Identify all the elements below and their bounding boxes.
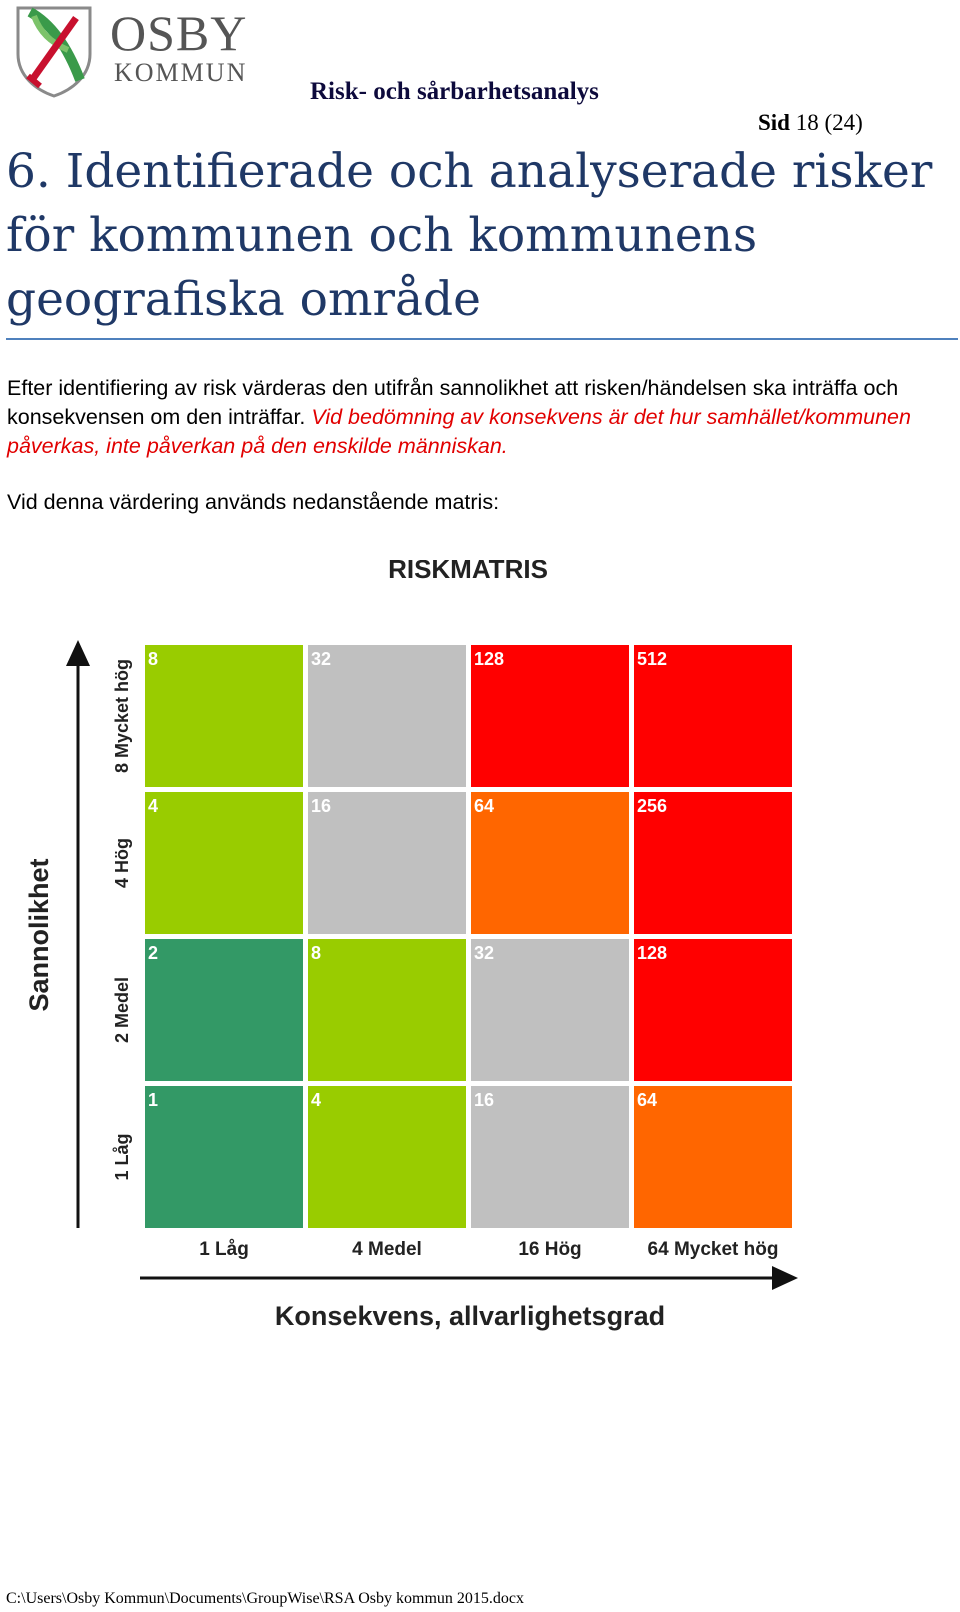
- intro-text: Efter identifiering av risk värderas den utifrån sannolikhet att risken/händelsen ska inträffa och konsekvensen om den inträffar.: [7, 376, 899, 429]
- x-tick-label: 16 Hög: [518, 1239, 582, 1260]
- osby-kommun-logo: [10, 2, 250, 98]
- x-tick-label: 64 Mycket hög: [647, 1239, 779, 1260]
- page-number: [758, 110, 863, 136]
- x-axis-label: Konsekvens, allvarlighetsgrad: [274, 1301, 666, 1331]
- x-tick-label: 4 Medel: [352, 1239, 422, 1260]
- y-axis-arrowhead: [66, 640, 90, 666]
- matrix-cell-value: 1: [148, 1090, 159, 1110]
- heading-divider: [6, 338, 958, 340]
- section-heading: 6. Identifierade och analyserade risker för kommunen och kommunens geografiska område: [6, 144, 933, 327]
- matrix-cell: [145, 1086, 303, 1228]
- y-tick-label: 1 Låg: [112, 1133, 132, 1181]
- matrix-cell-value: 256: [637, 796, 668, 816]
- y-tick-label: 4 Hög: [112, 837, 132, 889]
- footer-file-path: C:\Users\Osby Kommun\Documents\GroupWise\RSA Osby kommun 2015.docx: [6, 1590, 525, 1607]
- risk-matrix-chart: [0, 560, 960, 1380]
- matrix-cell: [145, 939, 303, 1081]
- matrix-cell-value: 2: [148, 943, 159, 963]
- matrix-cell-value: 128: [637, 943, 668, 963]
- matrix-cell-value: 32: [311, 649, 332, 669]
- matrix-cell-value: 4: [148, 796, 159, 816]
- x-axis-arrowhead: [772, 1266, 798, 1290]
- matrix-cell-value: 8: [311, 943, 322, 963]
- y-tick-label: 8 Mycket hög: [112, 658, 132, 774]
- page-label: Sid: [758, 110, 790, 135]
- matrix-cell-value: 16: [474, 1090, 495, 1110]
- document-title: Risk- och sårbarhetsanalys: [310, 78, 599, 105]
- chart-title: RISKMATRIS: [388, 560, 548, 584]
- matrix-cell-value: 32: [474, 943, 495, 963]
- page-value: 18 (24): [795, 110, 863, 135]
- matrix-cell: [145, 645, 303, 787]
- matrix-cell-value: 64: [474, 796, 495, 816]
- logo-subtitle: KOMMUN: [114, 58, 248, 87]
- matrix-cell: [308, 792, 466, 934]
- matrix-cell: [634, 1086, 792, 1228]
- y-axis-label: Sannolikhet: [24, 858, 54, 1012]
- intro-emphasis: Vid bedömning av konsekvens är det hur samhället/kommunen påverkas, inte påverkan på den enskilde människan.: [7, 405, 911, 458]
- matrix-note: Vid denna värdering används nedanstående matris:: [7, 490, 500, 514]
- intro-paragraph: [7, 374, 957, 461]
- logo-title: OSBY: [110, 5, 248, 61]
- matrix-cell-value: 16: [311, 796, 332, 816]
- matrix-cell-value: 128: [474, 649, 505, 669]
- coat-of-arms-icon: [10, 2, 106, 98]
- x-tick-label: 1 Låg: [199, 1239, 249, 1260]
- y-tick-label: 2 Medel: [112, 976, 132, 1044]
- matrix-cell: [308, 1086, 466, 1228]
- matrix-cell-value: 64: [637, 1090, 658, 1110]
- matrix-cell: [145, 792, 303, 934]
- matrix-cell: [471, 939, 629, 1081]
- matrix-cell: [471, 792, 629, 934]
- matrix-cell-value: 8: [148, 649, 159, 669]
- matrix-cell: [308, 645, 466, 787]
- matrix-cell: [308, 939, 466, 1081]
- matrix-cell: [471, 1086, 629, 1228]
- matrix-cell-value: 512: [637, 649, 668, 669]
- matrix-cell-value: 4: [311, 1090, 322, 1110]
